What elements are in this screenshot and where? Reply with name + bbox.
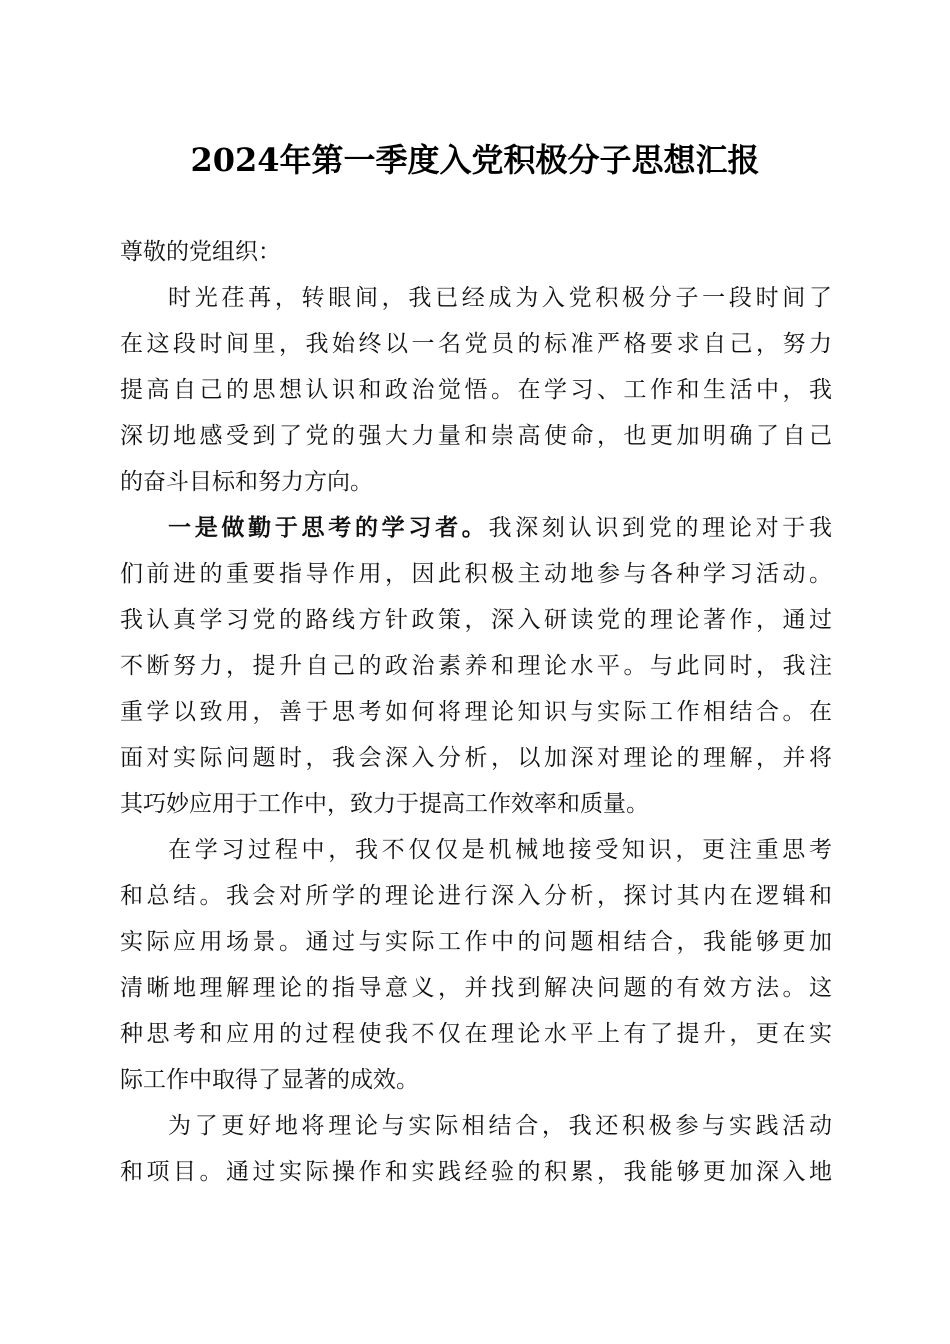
- paragraph-line: 其巧妙应用于工作中，致力于提高工作效率和质量。: [120, 791, 649, 817]
- paragraph-line: 深切地感受到了党的强大力量和崇高使命，也更加明确了自己: [120, 423, 832, 449]
- paragraph-line: 我认真学习党的路线方针政策，深入研读党的理论著作，通过: [120, 607, 832, 633]
- paragraph-3: [120, 827, 832, 1103]
- paragraph-first-line: [120, 505, 832, 551]
- paragraph-line: 在这段时间里，我始终以一名党员的标准严格要求自己，努力: [120, 331, 832, 357]
- paragraph-line: 不断努力，提升自己的政治素养和理论水平。与此同时，我注: [120, 653, 832, 679]
- document-body: [120, 229, 832, 1195]
- document-title: 2024年第一季度入党积极分子思想汇报: [190, 141, 760, 179]
- paragraph-line: 重学以致用，善于思考如何将理论知识与实际工作相结合。在: [120, 699, 832, 725]
- paragraph-line: 和项目。通过实际操作和实践经验的积累，我能够更加深入地: [120, 1159, 832, 1185]
- paragraph-1: [120, 275, 832, 505]
- paragraph-line: 实际应用场景。通过与实际工作中的问题相结合，我能够更加: [120, 929, 832, 955]
- paragraph-line: 在学习过程中，我不仅仅是机械地接受知识，更注重思考: [168, 837, 832, 863]
- paragraph-line: 种思考和应用的过程使我不仅在理论水平上有了提升，更在实: [120, 1021, 832, 1047]
- paragraph-line: 和总结。我会对所学的理论进行深入分析，探讨其内在逻辑和: [120, 883, 832, 909]
- paragraph-line: 清晰地理解理论的指导意义，并找到解决问题的有效方法。这: [120, 975, 832, 1001]
- paragraph-line: 时光荏苒，转眼间，我已经成为入党积极分子一段时间了: [168, 285, 832, 311]
- paragraph-4: [120, 1103, 832, 1195]
- paragraph-2: [120, 505, 832, 827]
- salutation: 尊敬的党组织：: [120, 239, 281, 265]
- paragraph-line: 为了更好地将理论与实际相结合，我还积极参与实践活动: [168, 1113, 832, 1139]
- paragraph-line: 的奋斗目标和努力方向。: [120, 469, 373, 495]
- paragraph-lead-heading: 一是做勤于思考的学习者。: [168, 514, 489, 541]
- paragraph-line: 提高自己的思想认识和政治觉悟。在学习、工作和生活中，我: [120, 377, 832, 403]
- paragraph-line: 们前进的重要指导作用，因此积极主动地参与各种学习活动。: [120, 561, 832, 587]
- paragraph-line: 际工作中取得了显著的成效。: [120, 1067, 419, 1093]
- paragraph-line: 面对实际问题时，我会深入分析，以加深对理论的理解，并将: [120, 745, 832, 771]
- paragraph-line-text: 我深刻认识到党的理论对于我: [488, 515, 833, 541]
